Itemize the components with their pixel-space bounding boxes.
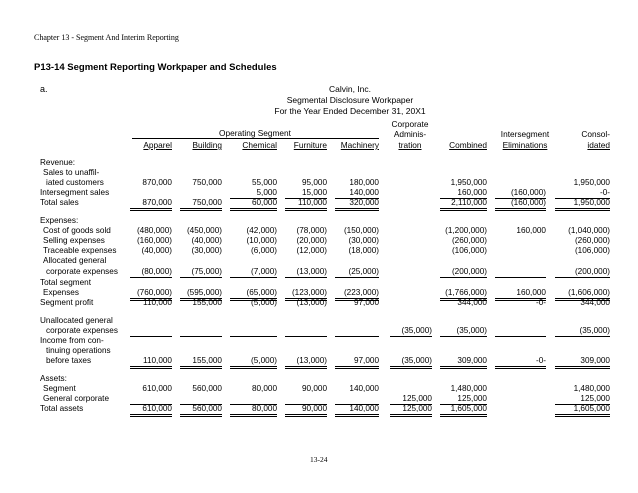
table-cell: (450,000) (186, 226, 222, 235)
table-cell: (160,000) (136, 236, 172, 245)
company-name: Calvin, Inc. (328, 84, 372, 94)
part-label: a. (40, 84, 48, 94)
col-apparel: Apparel (143, 140, 172, 150)
total-rule (555, 277, 610, 278)
table-cell: 2,110,000 (451, 198, 487, 207)
col-furniture: Furniture (293, 140, 327, 150)
total-rule (180, 336, 222, 337)
col-consol-1: Consol- (581, 129, 610, 139)
table-cell: (260,000) (451, 236, 487, 245)
total-rule (230, 414, 277, 415)
table-cell: 309,000 (457, 356, 487, 365)
col-chemical: Chemical (242, 140, 277, 150)
table-cell: -0- (535, 356, 546, 365)
table-cell: (1,606,000) (568, 288, 610, 297)
table-cell: 5,000 (256, 188, 277, 197)
total-rule (440, 414, 487, 415)
total-rule (555, 414, 610, 415)
table-cell: 80,000 (251, 384, 277, 393)
total-rule (440, 366, 487, 367)
table-cell: 140,000 (349, 404, 379, 413)
table-cell: (6,000) (251, 246, 277, 255)
table-cell: 97,000 (353, 356, 379, 365)
row-label: corporate expenses (46, 267, 118, 276)
table-cell: (25,000) (348, 267, 379, 276)
row-label: Assets: (40, 374, 67, 383)
table-cell: (20,000) (296, 236, 327, 245)
total-rule (440, 210, 487, 211)
col-building: Building (192, 140, 222, 150)
table-cell: 90,000 (301, 384, 327, 393)
table-cell: 155,000 (192, 298, 222, 307)
total-rule (335, 277, 379, 278)
table-cell: 610,000 (142, 404, 172, 413)
table-cell: 1,950,000 (450, 178, 487, 187)
table-cell: 125,000 (580, 394, 610, 403)
table-cell: -0- (535, 298, 546, 307)
table-cell: 1,950,000 (573, 198, 610, 207)
table-cell: (78,000) (296, 226, 327, 235)
table-cell: (35,000) (401, 326, 432, 335)
table-cell: 320,000 (349, 198, 379, 207)
table-cell: 155,000 (192, 356, 222, 365)
row-label: before taxes (46, 356, 92, 365)
row-label: Intersegment sales (40, 188, 110, 197)
table-cell: 125,000 (402, 394, 432, 403)
row-label: tinuing operations (46, 346, 111, 355)
total-rule (180, 416, 222, 417)
table-cell: (1,766,000) (445, 288, 487, 297)
total-rule (180, 277, 222, 278)
total-rule (440, 368, 487, 369)
table-cell: (35,000) (579, 326, 610, 335)
table-cell: (40,000) (191, 236, 222, 245)
table-cell: 610,000 (142, 384, 172, 393)
total-rule (495, 277, 546, 278)
report-title: Segmental Disclosure Workpaper (286, 95, 414, 105)
col-corporate-3: tration (398, 140, 422, 150)
table-cell: (150,000) (343, 226, 379, 235)
total-rule (285, 366, 327, 367)
total-rule (230, 277, 277, 278)
total-rule (495, 368, 546, 369)
table-cell: (5,000) (251, 356, 277, 365)
table-cell: (35,000) (401, 356, 432, 365)
total-rule (335, 336, 379, 337)
total-rule (495, 208, 546, 209)
total-rule (335, 368, 379, 369)
table-cell: 140,000 (349, 188, 379, 197)
page-number: 13-24 (310, 455, 328, 464)
total-rule (130, 277, 172, 278)
row-label: Cost of goods sold (43, 226, 111, 235)
total-rule (555, 336, 610, 337)
table-cell: 1,480,000 (450, 384, 487, 393)
total-rule (285, 416, 327, 417)
total-rule (180, 414, 222, 415)
row-label: Allocated general (43, 256, 107, 265)
table-cell: 125,000 (402, 404, 432, 413)
row-label: Total sales (40, 198, 79, 207)
table-cell: (12,000) (296, 246, 327, 255)
table-cell: 110,000 (143, 298, 172, 307)
total-rule (335, 208, 379, 209)
total-rule (390, 416, 432, 417)
row-label: Expenses: (40, 216, 79, 225)
table-cell: 90,000 (301, 404, 327, 413)
total-rule (390, 368, 432, 369)
table-cell: (18,000) (348, 246, 379, 255)
total-rule (130, 210, 172, 211)
total-rule (555, 208, 610, 209)
table-cell: (200,000) (451, 267, 487, 276)
total-rule (440, 208, 487, 209)
total-rule (440, 336, 487, 337)
total-rule (130, 416, 172, 417)
table-cell: 95,000 (301, 178, 327, 187)
row-label: Segment profit (40, 298, 94, 307)
row-label: Total assets (40, 404, 84, 413)
total-rule (180, 210, 222, 211)
total-rule (130, 368, 172, 369)
total-rule (230, 368, 277, 369)
table-cell: 1,605,000 (573, 404, 610, 413)
table-cell: (223,000) (343, 288, 379, 297)
table-cell: (160,000) (510, 198, 546, 207)
total-rule (285, 414, 327, 415)
total-rule (130, 208, 172, 209)
table-cell: 140,000 (349, 384, 379, 393)
table-cell: (75,000) (191, 267, 222, 276)
table-cell: 55,000 (251, 178, 277, 187)
table-cell: (123,000) (291, 288, 327, 297)
row-label: Traceable expenses (43, 246, 117, 255)
total-rule (130, 336, 172, 337)
table-cell: (5,000) (251, 298, 277, 307)
total-rule (440, 416, 487, 417)
total-rule (285, 368, 327, 369)
row-label: corporate expenses (46, 326, 118, 335)
total-rule (555, 368, 610, 369)
table-cell: (13,000) (296, 267, 327, 276)
chapter-header: Chapter 13 - Segment And Interim Reporting (34, 33, 179, 42)
table-cell: (1,040,000) (568, 226, 610, 235)
table-cell: 750,000 (192, 178, 222, 187)
table-cell: (13,000) (296, 298, 327, 307)
total-rule (130, 414, 172, 415)
table-cell: (35,000) (456, 326, 487, 335)
total-rule (130, 366, 172, 367)
table-cell: (595,000) (186, 288, 222, 297)
total-rule (230, 416, 277, 417)
col-corporate-2: Adminis- (393, 129, 427, 139)
row-label: Total segment (40, 278, 91, 287)
table-cell: 110,000 (143, 356, 172, 365)
table-cell: 750,000 (192, 198, 222, 207)
table-cell: 180,000 (349, 178, 379, 187)
table-cell: 15,000 (301, 188, 327, 197)
table-cell: (200,000) (574, 267, 610, 276)
total-rule (230, 208, 277, 209)
total-rule (285, 208, 327, 209)
table-cell: 110,000 (298, 198, 327, 207)
total-rule (180, 366, 222, 367)
total-rule (555, 366, 610, 367)
table-cell: (106,000) (574, 246, 610, 255)
table-cell: 560,000 (192, 384, 222, 393)
row-label: Sales to unaffil- (43, 168, 100, 177)
total-rule (390, 414, 432, 415)
col-interseg-2: Eliminations (502, 140, 548, 150)
table-cell: (40,000) (141, 246, 172, 255)
total-rule (335, 416, 379, 417)
row-label: Expenses (43, 288, 79, 297)
col-corporate-1: Corporate (391, 119, 429, 129)
total-rule (285, 336, 327, 337)
total-rule (390, 336, 432, 337)
segment-header-rule (132, 138, 379, 139)
total-rule (230, 210, 277, 211)
total-rule (495, 336, 546, 337)
table-cell: (13,000) (296, 356, 327, 365)
table-cell: 344,000 (580, 298, 610, 307)
table-cell: (160,000) (510, 188, 546, 197)
table-cell: (7,000) (251, 267, 277, 276)
operating-segment-header: Operating Segment (219, 128, 291, 138)
total-rule (440, 277, 487, 278)
total-rule (335, 366, 379, 367)
total-rule (335, 210, 379, 211)
row-label: Income from con- (40, 336, 104, 345)
table-cell: (42,000) (246, 226, 277, 235)
table-cell: 344,000 (457, 298, 487, 307)
total-rule (495, 210, 546, 211)
row-label: Unallocated general (40, 316, 113, 325)
total-rule (495, 366, 546, 367)
table-cell: (106,000) (451, 246, 487, 255)
total-rule (180, 208, 222, 209)
table-cell: (30,000) (191, 246, 222, 255)
row-label: Selling expenses (43, 236, 105, 245)
table-cell: 870,000 (142, 178, 172, 187)
row-label: General corporate (43, 394, 109, 403)
report-period: For the Year Ended December 31, 20X1 (274, 106, 426, 116)
table-cell: (1,200,000) (445, 226, 487, 235)
table-cell: (10,000) (246, 236, 277, 245)
total-rule (390, 366, 432, 367)
col-combined: Combined (449, 140, 487, 150)
total-rule (230, 366, 277, 367)
table-cell: 160,000 (516, 226, 546, 235)
table-cell: (65,000) (246, 288, 277, 297)
table-cell: 160,000 (516, 288, 546, 297)
total-rule (335, 414, 379, 415)
table-cell: -0- (599, 188, 610, 197)
table-cell: 870,000 (142, 198, 172, 207)
table-cell: 1,950,000 (573, 178, 610, 187)
table-cell: 309,000 (580, 356, 610, 365)
table-cell: (30,000) (348, 236, 379, 245)
total-rule (180, 368, 222, 369)
table-cell: (260,000) (574, 236, 610, 245)
total-rule (555, 210, 610, 211)
total-rule (230, 336, 277, 337)
table-cell: (760,000) (136, 288, 172, 297)
table-cell: 160,000 (457, 188, 487, 197)
row-label: Revenue: (40, 158, 76, 167)
total-rule (285, 210, 327, 211)
table-cell: 125,000 (457, 394, 487, 403)
total-rule (285, 277, 327, 278)
table-cell: 60,000 (251, 198, 277, 207)
table-cell: 1,480,000 (573, 384, 610, 393)
row-label: Segment (43, 384, 76, 393)
col-consol-2: idated (587, 140, 610, 150)
table-cell: 560,000 (192, 404, 222, 413)
table-cell: (480,000) (136, 226, 172, 235)
table-cell: 97,000 (353, 298, 379, 307)
row-label: iated customers (46, 178, 104, 187)
col-interseg-1: Intersegment (500, 129, 550, 139)
col-machinery: Machinery (340, 140, 379, 150)
problem-title: P13-14 Segment Reporting Workpaper and Schedules (34, 62, 277, 73)
table-cell: 80,000 (251, 404, 277, 413)
table-cell: (80,000) (141, 267, 172, 276)
total-rule (555, 416, 610, 417)
table-cell: 1,605,000 (450, 404, 487, 413)
